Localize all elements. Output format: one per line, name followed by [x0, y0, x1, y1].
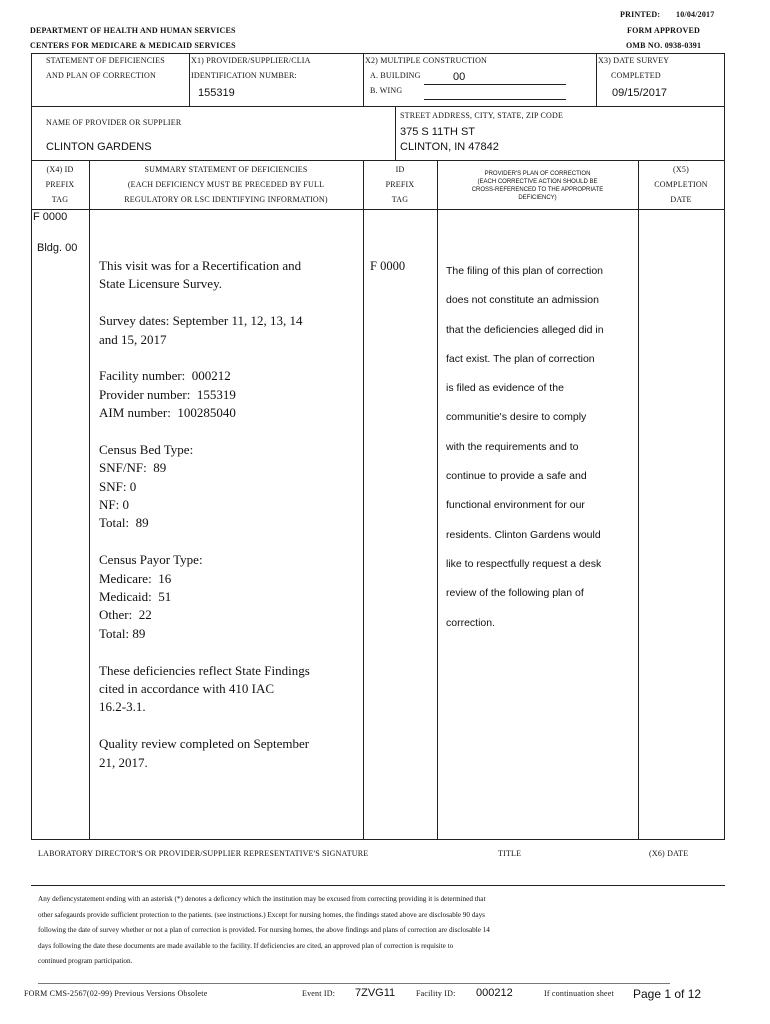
department-name: DEPARTMENT OF HEALTH AND HUMAN SERVICES: [30, 26, 236, 35]
summary-line: SNF: 0: [99, 478, 137, 494]
plan-header-1: PROVIDER'S PLAN OF CORRECTION: [484, 171, 591, 177]
summary-line: Total: 89: [99, 515, 149, 531]
plan-header-2: (EACH CORRECTIVE ACTION SHOULD BE: [477, 179, 598, 185]
summary-line: 16.2-3.1.: [99, 699, 146, 715]
id-header-1: ID: [395, 165, 405, 174]
provider-id-label: X1) PROVIDER/SUPPLIER/CLIA: [191, 56, 311, 65]
summary-line: These deficiencies reflect State Findings: [99, 662, 310, 678]
correction-line: does not constitute an admission: [446, 294, 599, 307]
summary-line: Survey dates: September 11, 12, 13, 14: [99, 313, 303, 329]
id-header-2: PREFIX: [385, 180, 415, 189]
facility-id-value: 000212: [476, 987, 513, 999]
form-approved: FORM APPROVED: [627, 26, 701, 35]
address-city: CLINTON, IN 47842: [400, 141, 499, 153]
summary-line: cited in accordance with 410 IAC: [99, 680, 275, 696]
summary-header-3: REGULATORY OR LSC IDENTIFYING INFORMATION): [124, 195, 328, 204]
correction-line: residents. Clinton Gardens would: [446, 528, 601, 541]
summary-line: 21, 2017.: [99, 754, 148, 770]
correction-line: review of the following plan of: [446, 587, 584, 600]
correction-line: functional environment for our: [446, 499, 585, 512]
summary-line: Medicare: 16: [99, 570, 172, 586]
correction-line: like to respectfully request a desk: [446, 557, 602, 570]
correction-line: that the deficiencies alleged did in: [446, 323, 604, 336]
event-id-label: Event ID:: [302, 989, 336, 998]
provider-id-value: 155319: [198, 87, 235, 99]
tag-left: F 0000: [33, 211, 68, 223]
tag-right: F 0000: [370, 259, 406, 273]
facility-id-label: Facility ID:: [416, 989, 456, 998]
summary-line: Census Payor Type:: [99, 552, 203, 568]
footnote-line: Any defiencystatement ending with an asterisk (*) denotes a deficency which the institution may be excused from correcting providing it is determined that: [38, 895, 486, 903]
correction-line: fact exist. The plan of correction: [446, 352, 595, 365]
continuation-label: If continuation sheet: [544, 989, 614, 998]
summary-line: Provider number: 155319: [99, 386, 236, 402]
multiple-construction-label: X2) MULTIPLE CONSTRUCTION: [365, 56, 488, 65]
plan-header-3: CROSS-REFERENCED TO THE APPROPRIATE: [471, 187, 604, 193]
x4-header-3: TAG: [51, 195, 69, 204]
summary-line: and 15, 2017: [99, 331, 167, 347]
footnote-line: days following the date these documents are made available to the facility. If deficiencies are cited, an approved plan of correction is requisite to: [38, 941, 454, 950]
provider-name-value: CLINTON GARDENS: [46, 141, 152, 153]
summary-line: Other: 22: [99, 607, 152, 623]
address-label: STREET ADDRESS, CITY, STATE, ZIP CODE: [400, 111, 564, 120]
x5-header-3: DATE: [670, 195, 692, 204]
summary-line: [99, 294, 359, 312]
summary-line: [99, 717, 359, 735]
centers-name: CENTERS FOR MEDICARE & MEDICAID SERVICES: [30, 41, 236, 50]
summary-line: This visit was for a Recertification and: [99, 258, 302, 273]
plan-of-correction: [446, 257, 636, 638]
signature-date: (X6) DATE: [649, 849, 689, 858]
summary-header-2: (EACH DEFICIENCY MUST BE PRECEDED BY FULL: [127, 180, 325, 189]
summary-line: AIM number: 100285040: [99, 405, 236, 421]
footnote-line: other safegaurds provide sufficient protection to the patients. (see instructions.) Except for nursing homes, the findings stated above are disclosable 90 days: [38, 910, 485, 919]
correction-line: correction.: [446, 616, 496, 629]
omb-number: OMB NO. 0938-0391: [626, 41, 702, 50]
correction-line: is filed as evidence of the: [446, 382, 564, 395]
correction-line: communitie's desire to comply: [446, 411, 587, 424]
summary-statement: [99, 257, 359, 772]
form-number: FORM CMS-2567(02-99) Previous Versions Obsolete: [24, 989, 208, 998]
plan-label: AND PLAN OF CORRECTION: [46, 71, 156, 80]
summary-line: Total: 89: [99, 625, 146, 641]
plan-header-4: DEFICIENCY): [518, 195, 557, 201]
survey-date-value: 09/15/2017: [612, 87, 668, 99]
summary-line: Medicaid: 51: [99, 589, 172, 605]
statement-label: STATEMENT OF DEFICIENCIES: [46, 56, 165, 65]
footnote: [38, 892, 728, 970]
identification-label: IDENTIFICATION NUMBER:: [191, 71, 297, 80]
summary-line: Facility number: 000212: [99, 368, 231, 384]
x4-header-2: PREFIX: [45, 180, 75, 189]
x5-header-2: COMPLETION: [654, 180, 708, 189]
signature-title: TITLE: [498, 849, 522, 858]
building-tag: Bldg. 00: [37, 242, 78, 254]
footnote-line: continued program participation.: [38, 957, 133, 966]
printed-date: 10/04/2017: [676, 10, 715, 19]
id-header-3: TAG: [391, 195, 409, 204]
x5-header-1: (X5): [673, 165, 689, 174]
summary-line: [99, 349, 359, 367]
page-number: Page 1 of 12: [633, 987, 702, 1001]
summary-line: [99, 643, 359, 661]
wing-label: B. WING: [370, 86, 403, 95]
summary-line: NF: 0: [99, 497, 129, 513]
summary-header-1: SUMMARY STATEMENT OF DEFICIENCIES: [144, 165, 308, 174]
correction-line: continue to provide a safe and: [446, 470, 587, 483]
summary-line: SNF/NF: 89: [99, 460, 167, 476]
building-value: 00: [453, 71, 466, 83]
summary-line: State Licensure Survey.: [99, 276, 222, 292]
printed-label: PRINTED:: [620, 10, 661, 19]
event-id-value: 7ZVG11: [355, 987, 396, 999]
building-label: A. BUILDING: [370, 71, 421, 80]
address-street: 375 S 11TH ST: [400, 126, 475, 138]
summary-line: Quality review completed on September: [99, 736, 310, 752]
footnote-line: following the date of survey whether or not a plan of correction is provided. For nursing homes, the above findings and plans of correction are disclosable 14: [38, 926, 490, 935]
x4-header-1: (X4) ID: [46, 165, 74, 174]
provider-name-label: NAME OF PROVIDER OR SUPPLIER: [46, 118, 182, 127]
signature-label: LABORATORY DIRECTOR'S OR PROVIDER/SUPPLIER REPRESENTATIVE'S SIGNATURE: [38, 849, 369, 858]
completed-label: COMPLETED: [611, 71, 661, 80]
summary-line: Census Bed Type:: [99, 441, 194, 457]
summary-line: [99, 533, 359, 551]
summary-line: [99, 423, 359, 441]
date-survey-label: X3) DATE SURVEY: [598, 56, 670, 65]
correction-line: with the requirements and to: [446, 440, 579, 453]
correction-line: The filing of this plan of correction: [446, 265, 603, 277]
